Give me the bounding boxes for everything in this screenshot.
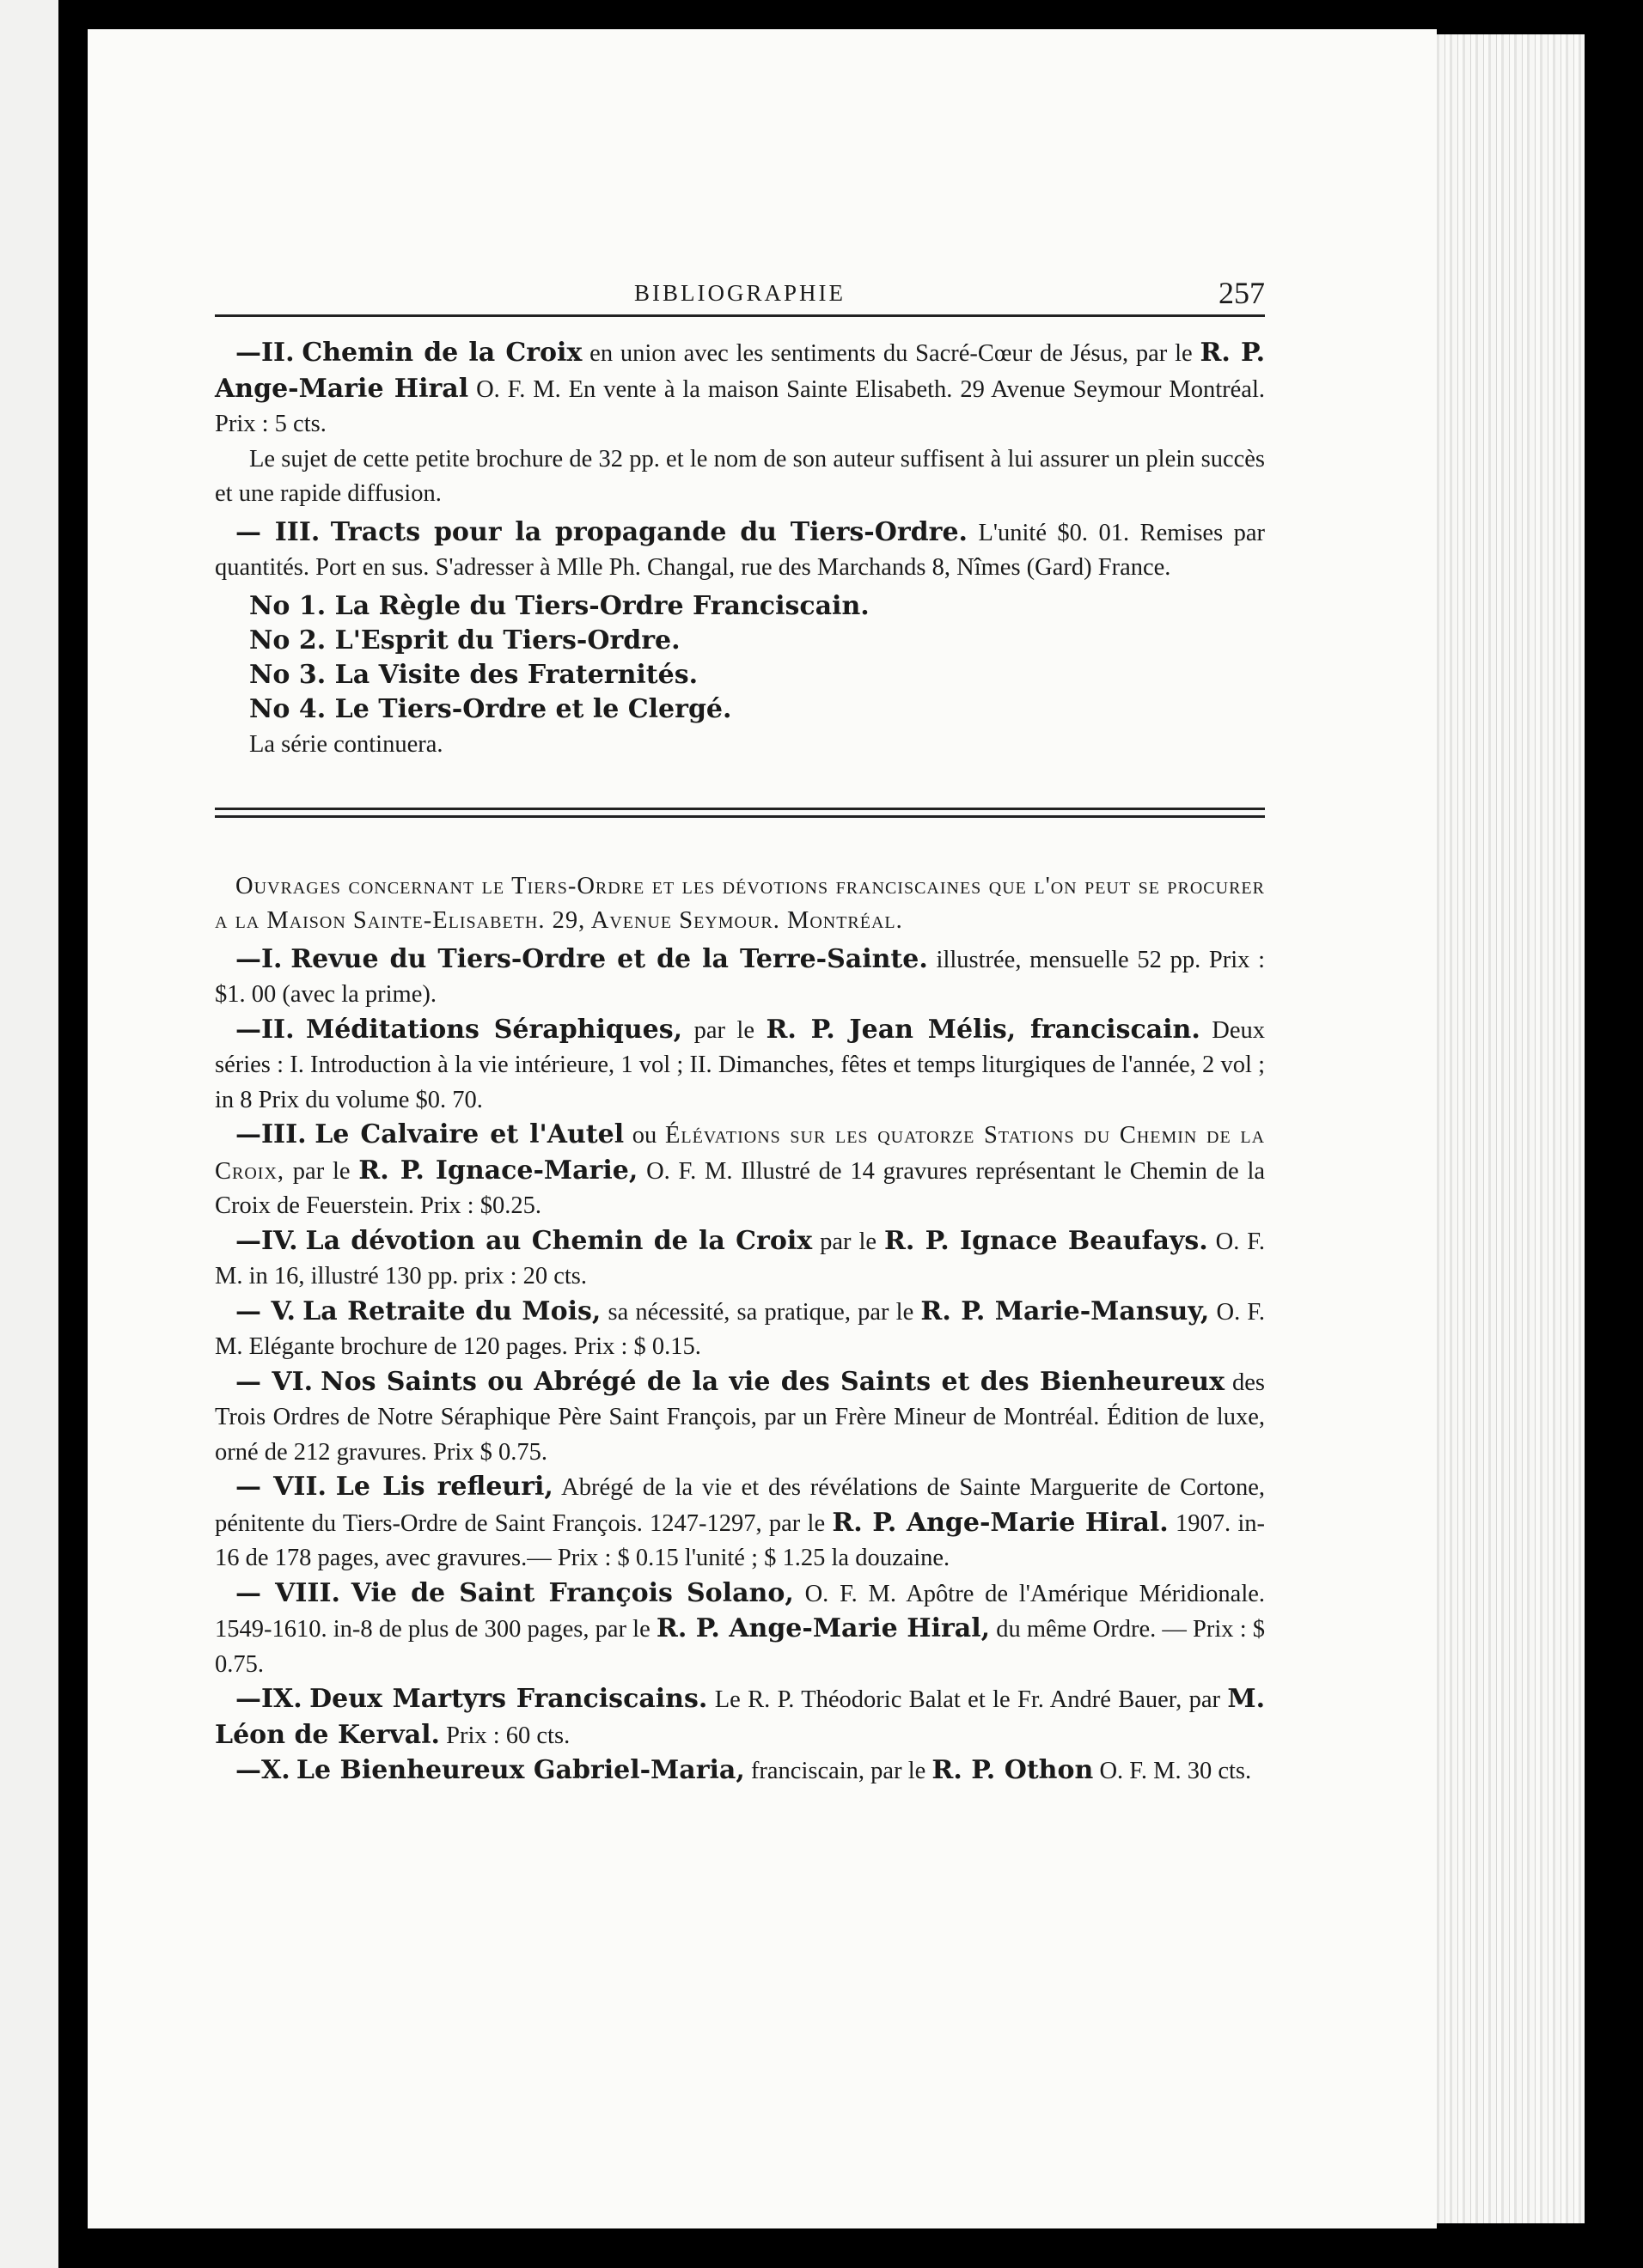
tract-item: No 2. L'Esprit du Tiers-Ordre. bbox=[249, 625, 681, 655]
list-item: — VI. Nos Saints ou Abrégé de la vie des Saints et des Bienheureux des Trois Ordres de Notre Séraphique Père Saint François, par un Frère Mineur de Montréal. Édition de luxe, orné de 212 gravures. Prix $ 0.75. bbox=[215, 1366, 1266, 1466]
left-page-edge bbox=[0, 0, 58, 2268]
book-page bbox=[88, 29, 1437, 2228]
running-title: BIBLIOGRAPHIE bbox=[634, 280, 846, 306]
tract-item: No 3. La Visite des Fraternités. bbox=[249, 659, 699, 690]
list-item: — VIII. Vie de Saint François Solano, O. F. M. Apôtre de l'Amérique Méridionale. 1549-1610. in-8 de plus de 300 pages, par le R. P. Ange-Marie Hiral, du même Ordre. — Prix : $ 0.75. bbox=[215, 1577, 1266, 1678]
list-item: — V. La Retraite du Mois, sa nécessité, sa pratique, par le R. P. Marie-Mansuy, O. F. M. Elégante brochure de 120 pages. Prix : $ 0.15. bbox=[215, 1296, 1266, 1360]
section-heading: Ouvrages concernant le Tiers-Ordre et les dévotions franciscaines que l'on peut se procurer a la Maison Sainte-Elisabeth. 29, Avenue Seymour. Montréal. bbox=[215, 872, 1265, 934]
entry-tracts: — III. Tracts pour la propagande du Tiers-Ordre. L'unité $0. 01. Remises par quantités. Port en sus. S'adresser à Mlle Ph. Changal, rue des Marchands 8, Nîmes (Gard) France. bbox=[215, 516, 1265, 581]
page-number: 257 bbox=[1219, 276, 1265, 310]
list-item: —II. Méditations Séraphiques, par le R. P. Jean Mélis, franciscain. Deux séries : I. Introduction à la vie intérieure, 1 vol ; II. Dimanches, fêtes et temps liturgiques de l'année, 2 vol ; in 8 Prix du volume $0. 70. bbox=[215, 1014, 1266, 1113]
list-item: —III. Le Calvaire et l'Autel ou Élévations sur les quatorze Stations du Chemin de la Croix, par le R. P. Ignace-Marie, O. F. M. Illustré de 14 gravures représentant le Chemin de la Croix de Feuerstein. Prix : $0.25. bbox=[215, 1119, 1266, 1219]
page-stack-edges bbox=[1437, 34, 1585, 2223]
list-item: —IX. Deux Martyrs Franciscains. Le R. P. Théodoric Balat et le Fr. André Bauer, par M. Léon de Kerval. Prix : 60 cts. bbox=[215, 1684, 1266, 1750]
section-divider bbox=[215, 808, 1265, 818]
book-gutter bbox=[58, 0, 88, 2268]
header-rule bbox=[215, 314, 1265, 317]
list-item: —IV. La dévotion au Chemin de la Croix par le R. P. Ignace Beaufays. O. F. M. in 16, illustré 130 pp. prix : 20 cts. bbox=[215, 1225, 1266, 1289]
tract-item: No 1. La Règle du Tiers-Ordre Franciscain. bbox=[249, 590, 870, 621]
tract-item: No 4. Le Tiers-Ordre et le Clergé. bbox=[249, 693, 732, 724]
running-head bbox=[215, 235, 1265, 314]
series-note: La série continuera. bbox=[249, 730, 443, 758]
tracts-list bbox=[249, 589, 1265, 727]
entry-chemin-de-la-croix: —II. Chemin de la Croix en union avec les sentiments du Sacré-Cœur de Jésus, par le R. P. Ange-Marie Hiral O. F. M. En vente à la maison Sainte Elisabeth. 29 Avenue Seymour Montréal. Prix : 5 cts. bbox=[215, 338, 1266, 437]
list-item: —X. Le Bienheureux Gabriel-Maria, franciscain, par le R. P. Othon O. F. M. 30 cts. bbox=[235, 1755, 1252, 1785]
list-item: — VII. Le Lis refleuri, Abrégé de la vie et des révélations de Sainte Marguerite de Cortone, pénitente du Tiers-Ordre de Saint François. 1247-1297, par le R. P. Ange-Marie Hiral. 1907. in-16 de 178 pages, avec gravures.— Prix : $ 0.15 l'unité ; $ 1.25 la douzaine. bbox=[215, 1472, 1266, 1571]
list-item: —I. Revue du Tiers-Ordre et de la Terre-Sainte. illustrée, mensuelle 52 pp. Prix : $1. 00 (avec la prime). bbox=[215, 943, 1266, 1008]
page-content bbox=[215, 235, 1265, 1789]
entry-note: Le sujet de cette petite brochure de 32 pp. et le nom de son auteur suffisent à lui assurer un plein succès et une rapide diffusion. bbox=[215, 445, 1265, 507]
